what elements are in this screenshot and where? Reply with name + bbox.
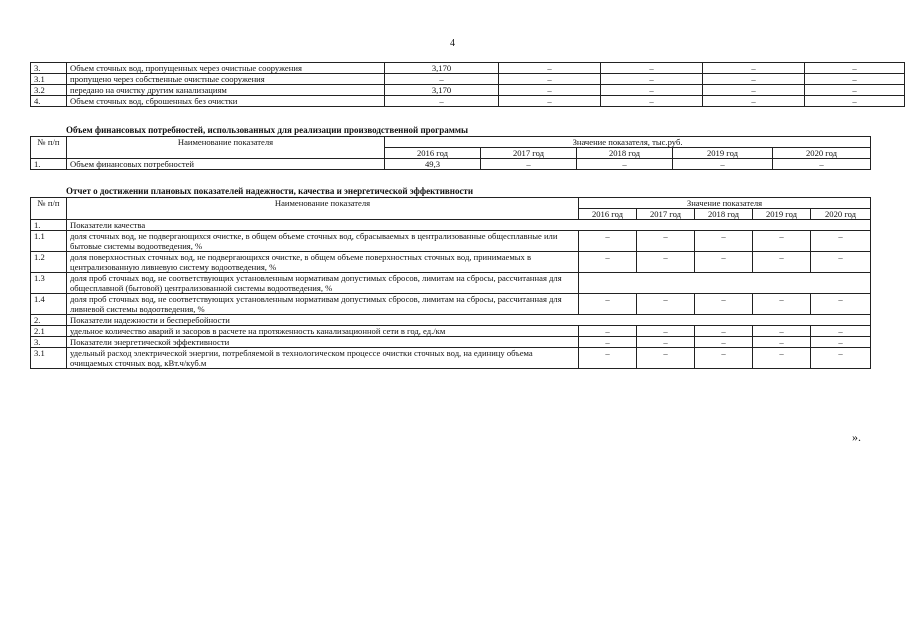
page-number: 4 bbox=[450, 38, 455, 49]
row-value: – bbox=[703, 63, 805, 74]
year-header: 2020 год bbox=[811, 209, 871, 220]
group-row bbox=[31, 315, 871, 326]
table-row bbox=[31, 326, 871, 337]
group-row bbox=[31, 220, 871, 231]
row-name: Объем сточных вод, пропущенных через очистные сооружения bbox=[67, 63, 385, 74]
row-name: Объем сточных вод, сброшенных без очистки bbox=[67, 96, 385, 107]
row-number: 3. bbox=[31, 63, 67, 74]
row-name: Объем финансовых потребностей bbox=[67, 159, 385, 170]
row-value: – bbox=[811, 294, 871, 315]
row-value: – bbox=[637, 252, 695, 273]
financial-needs-table bbox=[30, 136, 871, 170]
table-row bbox=[31, 252, 871, 273]
table-row bbox=[31, 337, 871, 348]
row-value: 3,170 bbox=[385, 63, 499, 74]
row-value: – bbox=[695, 231, 753, 252]
row-number: 3. bbox=[31, 337, 67, 348]
year-header: 2018 год bbox=[695, 209, 753, 220]
row-value: – bbox=[579, 337, 637, 348]
row-name: доля проб сточных вод, не соответствующих установленным нормативам допустимых сбросов, лимитам на сбросы, рассчитанная для ливневой системы водоотведения, % bbox=[67, 294, 579, 315]
column-header-value: Значение показателя, тыс.руб. bbox=[385, 137, 871, 148]
row-value: – bbox=[695, 337, 753, 348]
row-number: 3.2 bbox=[31, 85, 67, 96]
row-name: доля сточных вод, не подвергающихся очистке, в общем объеме сточных вод, сбрасываемых в централизованные общесплавные или бытовые системы водоотведения, % bbox=[67, 231, 579, 252]
row-number: 2. bbox=[31, 315, 67, 326]
row-value: – bbox=[601, 74, 703, 85]
row-number: 1. bbox=[31, 159, 67, 170]
row-value: – bbox=[703, 96, 805, 107]
row-name: доля поверхностных сточных вод, не подвергающихся очистке, в общем объеме поверхностных сточных вод, принимаемых в централизованную ливневую систему водоотведения, % bbox=[67, 252, 579, 273]
year-header: 2020 год bbox=[773, 148, 871, 159]
row-value: – bbox=[499, 85, 601, 96]
column-header-number: № п/п bbox=[31, 137, 67, 159]
wastewater-volume-table bbox=[30, 62, 905, 107]
row-value: – bbox=[753, 348, 811, 369]
row-value: – bbox=[811, 252, 871, 273]
table-row bbox=[31, 74, 905, 85]
row-value: – bbox=[637, 294, 695, 315]
year-header: 2019 год bbox=[673, 148, 773, 159]
row-number: 1.2 bbox=[31, 252, 67, 273]
row-name: Показатели качества bbox=[67, 220, 871, 231]
row-number: 1.4 bbox=[31, 294, 67, 315]
row-name: передано на очистку другим канализациям bbox=[67, 85, 385, 96]
row-value: – bbox=[773, 159, 871, 170]
row-value: – bbox=[805, 96, 905, 107]
row-value: 3,170 bbox=[385, 85, 499, 96]
table-row bbox=[31, 85, 905, 96]
table-row bbox=[31, 159, 871, 170]
year-header: 2017 год bbox=[481, 148, 577, 159]
financial-needs-title: Объем финансовых потребностей, использованных для реализации производственной программы bbox=[66, 125, 469, 135]
row-name: удельный расход электрической энергии, потребляемой в технологическом процессе очистки сточных вод, на единицу объема очищаемых сточных вод, кВт.ч/куб.м bbox=[67, 348, 579, 369]
row-value: – bbox=[579, 231, 637, 252]
year-header: 2019 год bbox=[753, 209, 811, 220]
table-row bbox=[31, 231, 871, 252]
row-value: – bbox=[385, 74, 499, 85]
row-number: 2.1 bbox=[31, 326, 67, 337]
row-value: – bbox=[499, 96, 601, 107]
row-value: – bbox=[753, 326, 811, 337]
row-value: – bbox=[703, 74, 805, 85]
column-header-value: Значение показателя bbox=[579, 198, 871, 209]
row-number: 4. bbox=[31, 96, 67, 107]
row-value: – bbox=[579, 326, 637, 337]
table-row bbox=[31, 63, 905, 74]
row-value: – bbox=[637, 337, 695, 348]
row-value: – bbox=[579, 252, 637, 273]
row-number: 1.3 bbox=[31, 273, 67, 294]
row-value: – bbox=[601, 96, 703, 107]
row-value: – bbox=[601, 85, 703, 96]
row-value: – bbox=[673, 159, 773, 170]
row-number: 1.1 bbox=[31, 231, 67, 252]
row-value: – bbox=[601, 63, 703, 74]
row-value: – bbox=[579, 294, 637, 315]
row-value: – bbox=[753, 252, 811, 273]
year-header: 2018 год bbox=[577, 148, 673, 159]
row-value: – bbox=[753, 337, 811, 348]
row-value: – bbox=[753, 294, 811, 315]
row-value: – bbox=[695, 294, 753, 315]
row-value: – bbox=[753, 231, 811, 252]
row-value: – bbox=[811, 231, 871, 252]
row-value: 49,3 bbox=[385, 159, 481, 170]
row-value: – bbox=[499, 74, 601, 85]
table-row bbox=[31, 273, 871, 294]
row-value: – bbox=[805, 85, 905, 96]
row-number: 1. bbox=[31, 220, 67, 231]
row-value: – bbox=[695, 252, 753, 273]
table-row bbox=[31, 348, 871, 369]
row-name: Показатели надежности и бесперебойности bbox=[67, 315, 871, 326]
row-value: – bbox=[703, 85, 805, 96]
year-header: 2016 год bbox=[579, 209, 637, 220]
column-header-number: № п/п bbox=[31, 198, 67, 220]
row-value: – bbox=[811, 348, 871, 369]
row-number: 3.1 bbox=[31, 74, 67, 85]
row-number: 3.1 bbox=[31, 348, 67, 369]
row-value: – bbox=[579, 348, 637, 369]
indicators-report-table bbox=[30, 197, 871, 369]
row-value: – bbox=[637, 348, 695, 369]
row-name: удельное количество аварий и засоров в расчете на протяженность канализационной сети в год, ед./км bbox=[67, 326, 579, 337]
row-value: – bbox=[637, 231, 695, 252]
year-header: 2017 год bbox=[637, 209, 695, 220]
row-value: – bbox=[695, 326, 753, 337]
year-header: 2016 год bbox=[385, 148, 481, 159]
merged-value-cell bbox=[579, 273, 871, 294]
row-value: – bbox=[499, 63, 601, 74]
row-value: – bbox=[385, 96, 499, 107]
row-value: – bbox=[481, 159, 577, 170]
column-header-name: Наименование показателя bbox=[67, 198, 579, 220]
row-value: – bbox=[811, 326, 871, 337]
row-value: – bbox=[811, 337, 871, 348]
row-value: – bbox=[805, 63, 905, 74]
row-name: Показатели энергетической эффективности bbox=[67, 337, 579, 348]
column-header-name: Наименование показателя bbox=[67, 137, 385, 159]
row-name: доля проб сточных вод, не соответствующих установленным нормативам допустимых сбросов, лимитам на сбросы, рассчитанная для общесплавной (бытовой) централизованной системы водоотведения, % bbox=[67, 273, 579, 294]
row-value: – bbox=[805, 74, 905, 85]
indicators-report-title: Отчет о достижении плановых показателей надежности, качества и энергетической эффективности bbox=[66, 186, 474, 196]
table-row bbox=[31, 96, 905, 107]
row-value: – bbox=[695, 348, 753, 369]
row-value: – bbox=[637, 326, 695, 337]
row-name: пропущено через собственные очистные сооружения bbox=[67, 74, 385, 85]
row-value: – bbox=[577, 159, 673, 170]
table-row bbox=[31, 294, 871, 315]
closing-quote: ». bbox=[852, 430, 861, 444]
